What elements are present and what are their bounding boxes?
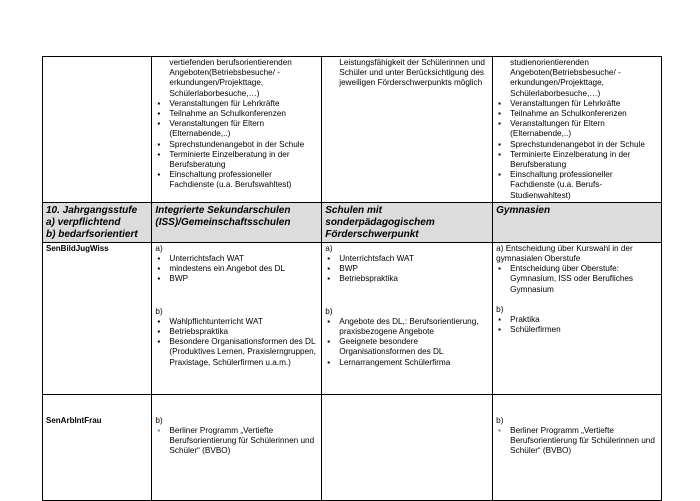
- header-gym-title: Gymnasien: [496, 204, 551, 216]
- bullet-list: [325, 58, 489, 89]
- list-item: ▪ BWP: [325, 264, 489, 274]
- section-b-label: b): [496, 415, 504, 425]
- header-grade-a: a) verpflichtend: [46, 216, 121, 228]
- cell-iss-continued: [152, 57, 322, 203]
- career-orientation-table: [42, 56, 662, 501]
- bullet-list: [155, 58, 318, 191]
- header-iss-line1: Integrierte Sekundarschulen: [155, 204, 291, 216]
- list-item: ▪ Teilnahme an Schulkonferenzen: [155, 109, 318, 119]
- header-iss: [152, 202, 322, 242]
- list-item: ▪ Teilnahme an Schulkonferenzen: [496, 109, 658, 119]
- cell-empty: [43, 57, 152, 203]
- cell-gym-continued: [493, 57, 662, 203]
- list-item: ▪ Einschaltung professioneller Fachdienste (u.a. Berufs-Studienwahltest): [496, 170, 658, 201]
- header-iss-line2: (ISS)/Gemeinschaftsschulen: [155, 216, 291, 228]
- list-item: ▪ Unterrichtsfach WAT: [155, 254, 318, 264]
- header-foerder-line3: Förderschwerpunkt: [325, 228, 419, 240]
- list-item: vertiefenden berufsorientierenden Angeboten(Betriebsbesuche/ -erkundungen/Projekttage, Schülerlaborbesuche,…): [169, 58, 292, 98]
- section-b-label: b): [155, 306, 163, 316]
- row-label-cell: [43, 394, 152, 500]
- bullet-list: [155, 317, 318, 368]
- table-row-continuation: [43, 57, 662, 203]
- table-row-senbildjugwiss: [43, 242, 662, 394]
- section-b-label: b): [155, 415, 163, 425]
- bullet-list: [325, 317, 489, 368]
- list-item: ▪ Betriebspraktika: [155, 327, 318, 337]
- bullet-list: [496, 58, 658, 201]
- list-item: ▪ Veranstaltungen für Eltern (Elternabende,..): [496, 119, 658, 139]
- list-item: ▪ Geeignete besondere Organisationsformen des DL: [325, 337, 489, 357]
- table-header-row: [43, 202, 662, 242]
- bullet-list: [496, 426, 658, 457]
- cell-iss-senbild: [152, 242, 322, 394]
- list-item: ▪ Sprechstundenangebot in der Schule: [155, 140, 318, 150]
- list-item: ▪ Terminierte Einzelberatung in der Berufsberatung: [155, 150, 318, 170]
- list-item: ▪ Praktika: [496, 315, 658, 325]
- list-item: ▪ Sprechstundenangebot in der Schule: [496, 140, 658, 150]
- list-item: ▪ Berliner Programm „Vertiefte Berufsorientierung für Schülerinnen und Schüler“ (BVBO): [496, 426, 658, 457]
- section-b-label: b): [496, 304, 504, 314]
- bullet-list: [155, 254, 318, 285]
- list-item: ▪ Wahlpflichtunterricht WAT: [155, 317, 318, 327]
- row-label: SenArbIntFrau: [46, 415, 102, 425]
- list-item: ▪ BWP: [155, 274, 318, 284]
- list-item: ▪ Veranstaltungen für Lehrkräfte: [496, 99, 658, 109]
- bullet-list: [496, 315, 658, 335]
- list-item: ▪ Veranstaltungen für Eltern (Elternabende,..): [155, 119, 318, 139]
- section-b-label: b): [325, 306, 333, 316]
- row-label: SenBildJugWiss: [46, 243, 109, 253]
- cell-iss-senarb: [152, 394, 322, 500]
- list-item: ▪ Unterrichtsfach WAT: [325, 254, 489, 264]
- section-a-label: a): [325, 243, 333, 253]
- list-item: ▪ Betriebspraktika: [325, 274, 489, 284]
- bullet-list: [325, 254, 489, 285]
- bullet-list: [496, 264, 658, 295]
- cell-gym-senarb: [493, 394, 662, 500]
- header-grade: [43, 202, 152, 242]
- bullet-list: [155, 426, 318, 457]
- list-item: ▪ Veranstaltungen für Lehrkräfte: [155, 99, 318, 109]
- table-row-senarbintfrau: [43, 394, 662, 500]
- header-foerder: [322, 202, 493, 242]
- cell-foerder-senbild: [322, 242, 493, 394]
- cell-foerder-senarb: [322, 394, 493, 500]
- row-label-cell: [43, 242, 152, 394]
- header-foerder-line1: Schulen mit: [325, 204, 382, 216]
- list-item: ▪ mindestens ein Angebot des DL: [155, 264, 318, 274]
- list-item: ▪ Angebote des DL,: Berufsorientierung, praxisbezogene Angebote: [325, 317, 489, 337]
- section-a-text: a) Entscheidung über Kurswahl in der gymnasialen Oberstufe: [496, 243, 633, 264]
- header-grade-title: 10. Jahrgangsstufe: [46, 204, 138, 216]
- list-item: ▪ Schülerfirmen: [496, 325, 658, 335]
- list-item: ▪ Besondere Organisationsformen des DL (Produktives Lernen, Praxislerngruppen, Praxistage, Schülerfirmen u.a.m.): [155, 337, 318, 368]
- header-grade-b: b) bedarfsorientiert: [46, 228, 138, 240]
- list-item: ▪ Terminierte Einzelberatung in der Berufsberatung: [496, 150, 658, 170]
- cell-gym-senbild: [493, 242, 662, 394]
- list-item: ▪ Lernarrangement Schülerfirma: [325, 358, 489, 368]
- list-item: ▪ Entscheidung über Oberstufe: Gymnasium, ISS oder Berufliches Gymnasium: [496, 264, 658, 295]
- section-a-label: a): [155, 243, 163, 253]
- list-item: ▪ Einschaltung professioneller Fachdienste (u.a. Berufswahltest): [155, 170, 318, 190]
- list-item: studienorientierenden Angeboten(Betriebsbesuche/ -erkundungen/Projekttage, Schülerlaborbesuche,…): [510, 58, 621, 98]
- header-gymnasien: [493, 202, 662, 242]
- list-item: ▪ Berliner Programm „Vertiefte Berufsorientierung für Schülerinnen und Schüler“ (BVBO): [155, 426, 318, 457]
- list-item: Leistungsfähigkeit der Schülerinnen und Schüler und unter Berücksichtigung des jeweiligen Förderschwerpunkts möglich: [339, 58, 485, 88]
- cell-foerder-continued: [322, 57, 493, 203]
- header-foerder-line2: sonderpädagogischem: [325, 216, 435, 228]
